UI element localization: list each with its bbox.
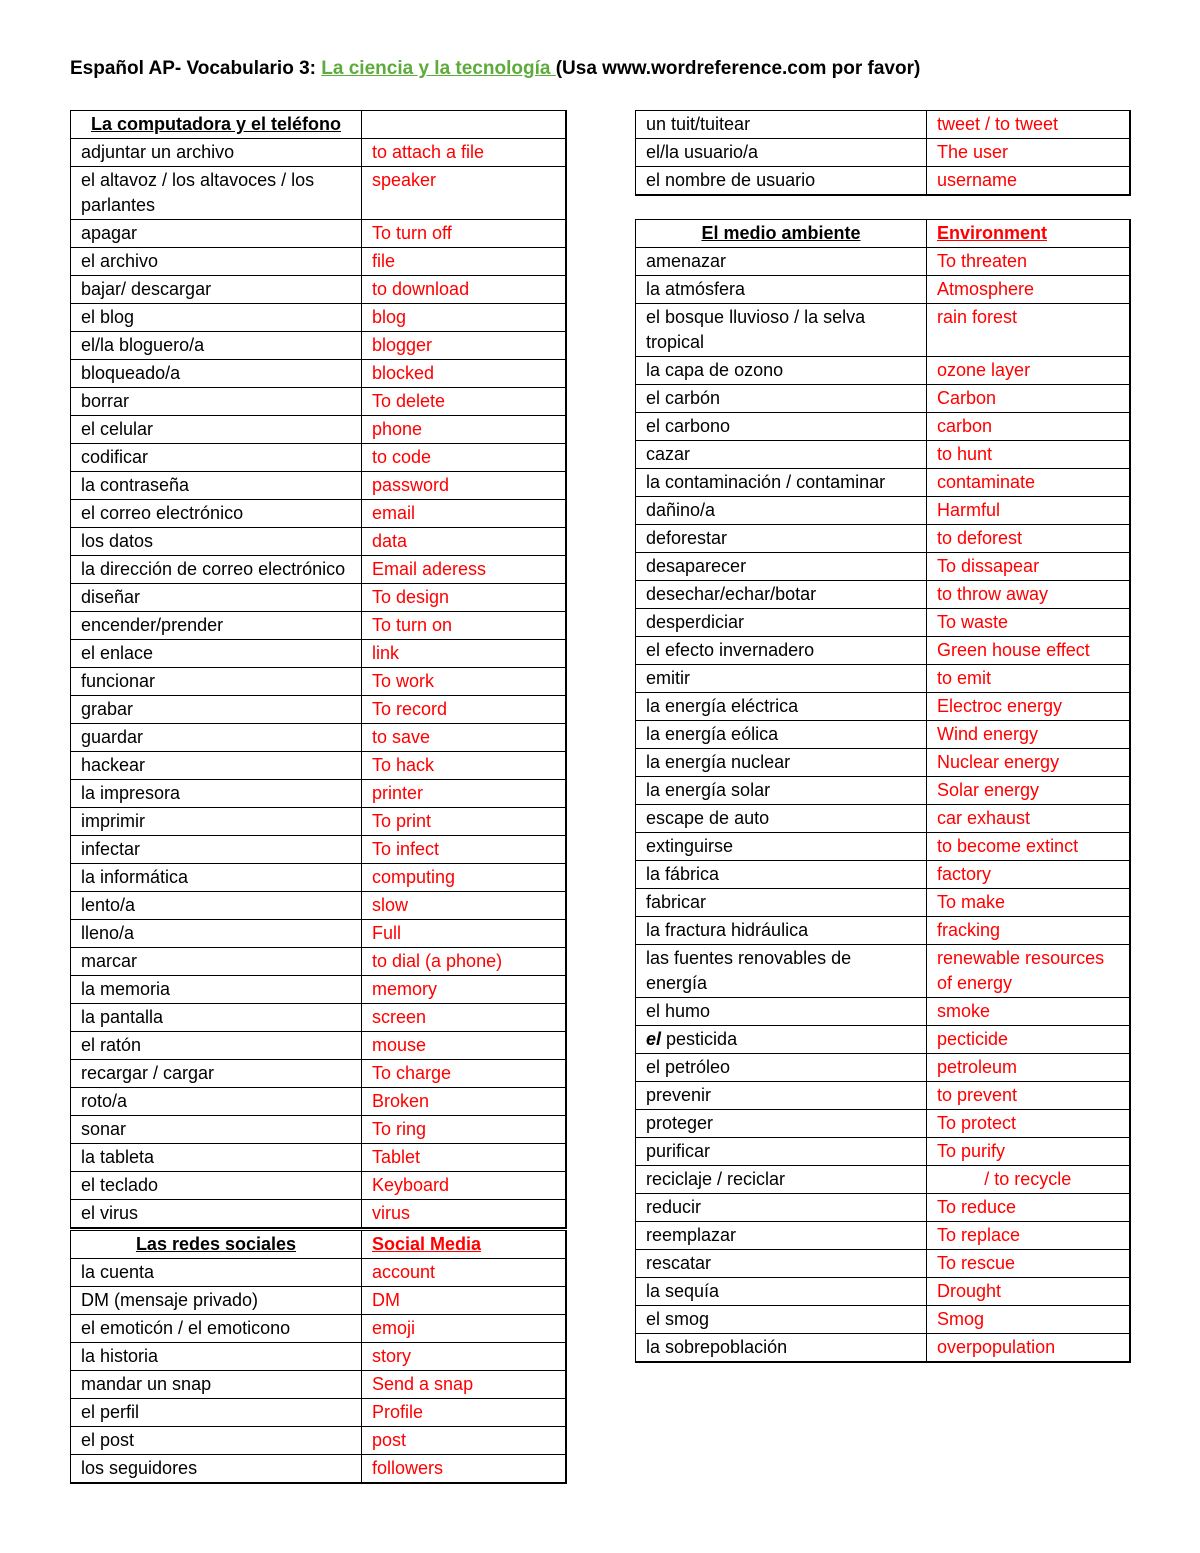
- spanish-term: la energía nuclear: [636, 749, 927, 777]
- spanish-term: lleno/a: [71, 920, 362, 948]
- english-translation: DM: [362, 1287, 566, 1315]
- table-row: [71, 500, 566, 528]
- header-english: Environment: [927, 220, 1130, 248]
- table-row: [71, 1427, 566, 1455]
- table-row: [636, 1026, 1130, 1054]
- spanish-term: apagar: [71, 220, 362, 248]
- table-row: [71, 1455, 566, 1484]
- spanish-term: sonar: [71, 1116, 362, 1144]
- english-translation: Profile: [362, 1399, 566, 1427]
- spanish-term: fabricar: [636, 889, 927, 917]
- spanish-term: roto/a: [71, 1088, 362, 1116]
- english-translation: tweet / to tweet: [927, 111, 1130, 139]
- english-translation: followers: [362, 1455, 566, 1484]
- header-spanish: La computadora y el teléfono: [71, 111, 362, 139]
- english-translation: contaminate: [927, 469, 1130, 497]
- spanish-term: desperdiciar: [636, 609, 927, 637]
- header-spanish: Las redes sociales: [71, 1231, 362, 1259]
- spanish-term: el archivo: [71, 248, 362, 276]
- table-row: [71, 920, 566, 948]
- spanish-term: reemplazar: [636, 1222, 927, 1250]
- spanish-term: el nombre de usuario: [636, 167, 927, 196]
- spanish-term: el carbón: [636, 385, 927, 413]
- spanish-term: lento/a: [71, 892, 362, 920]
- table-row: [636, 749, 1130, 777]
- english-translation: blogger: [362, 332, 566, 360]
- english-translation: account: [362, 1259, 566, 1287]
- table-row: [71, 584, 566, 612]
- english-translation: / to recycle: [927, 1166, 1130, 1194]
- english-translation: To rescue: [927, 1250, 1130, 1278]
- english-translation: slow: [362, 892, 566, 920]
- spanish-term: la tableta: [71, 1144, 362, 1172]
- spanish-term: un tuit/tuitear: [636, 111, 927, 139]
- spanish-term: desechar/echar/botar: [636, 581, 927, 609]
- table-row: [71, 220, 566, 248]
- header-spanish: El medio ambiente: [636, 220, 927, 248]
- english-translation: factory: [927, 861, 1130, 889]
- spanish-term: guardar: [71, 724, 362, 752]
- spanish-term: el efecto invernadero: [636, 637, 927, 665]
- english-translation: to hunt: [927, 441, 1130, 469]
- english-translation: phone: [362, 416, 566, 444]
- header-english: [362, 111, 566, 139]
- spanish-term: la cuenta: [71, 1259, 362, 1287]
- table-row: [636, 1082, 1130, 1110]
- english-translation: To dissapear: [927, 553, 1130, 581]
- english-translation: to download: [362, 276, 566, 304]
- english-translation: To make: [927, 889, 1130, 917]
- spanish-term: los seguidores: [71, 1455, 362, 1484]
- spanish-term: dañino/a: [636, 497, 927, 525]
- english-translation: to code: [362, 444, 566, 472]
- table-row: [636, 139, 1130, 167]
- header-english: Social Media: [362, 1231, 566, 1259]
- english-translation: to prevent: [927, 1082, 1130, 1110]
- spanish-term: encender/prender: [71, 612, 362, 640]
- title-prefix: Español AP- Vocabulario 3:: [70, 58, 322, 79]
- article: el: [646, 1029, 662, 1049]
- table-row: [636, 469, 1130, 497]
- table-row: [636, 497, 1130, 525]
- english-translation: petroleum: [927, 1054, 1130, 1082]
- table-row: [71, 696, 566, 724]
- spanish-term: el teclado: [71, 1172, 362, 1200]
- english-translation: link: [362, 640, 566, 668]
- english-translation: Carbon: [927, 385, 1130, 413]
- english-translation: To delete: [362, 388, 566, 416]
- table-row: [636, 413, 1130, 441]
- table-row: [636, 1306, 1130, 1334]
- table-row: [71, 360, 566, 388]
- table-row: [636, 833, 1130, 861]
- spanish-term: escape de auto: [636, 805, 927, 833]
- spanish-term: el ratón: [71, 1032, 362, 1060]
- spanish-term: imprimir: [71, 808, 362, 836]
- table-row: [71, 444, 566, 472]
- english-translation: Send a snap: [362, 1371, 566, 1399]
- table-row: [71, 1200, 566, 1229]
- spanish-term: recargar / cargar: [71, 1060, 362, 1088]
- spanish-term: marcar: [71, 948, 362, 976]
- table-row: [71, 892, 566, 920]
- spanish-term: la memoria: [71, 976, 362, 1004]
- table-header-row: [71, 111, 566, 139]
- table-row: [636, 385, 1130, 413]
- english-translation: To infect: [362, 836, 566, 864]
- english-translation: virus: [362, 1200, 566, 1229]
- spanish-term: la impresora: [71, 780, 362, 808]
- english-translation: data: [362, 528, 566, 556]
- english-translation: The user: [927, 139, 1130, 167]
- spanish-term: extinguirse: [636, 833, 927, 861]
- english-translation: story: [362, 1343, 566, 1371]
- spanish-term: borrar: [71, 388, 362, 416]
- spanish-term: hackear: [71, 752, 362, 780]
- spanish-term: prevenir: [636, 1082, 927, 1110]
- spanish-term: cazar: [636, 441, 927, 469]
- english-translation: password: [362, 472, 566, 500]
- spanish-term: bajar/ descargar: [71, 276, 362, 304]
- table-row: [71, 808, 566, 836]
- english-translation: To threaten: [927, 248, 1130, 276]
- social-media-vocab-table: [70, 1230, 567, 1484]
- english-translation: to save: [362, 724, 566, 752]
- spanish-term: DM (mensaje privado): [71, 1287, 362, 1315]
- spanish-term: el correo electrónico: [71, 500, 362, 528]
- english-translation: Full: [362, 920, 566, 948]
- table-row: [71, 248, 566, 276]
- spanish-term: el altavoz / los altavoces / los parlantes: [71, 167, 362, 220]
- table-row: [71, 139, 566, 167]
- spanish-term: diseñar: [71, 584, 362, 612]
- english-translation: overpopulation: [927, 1334, 1130, 1363]
- spanish-term: codificar: [71, 444, 362, 472]
- page-title: [70, 58, 920, 80]
- spanish-term: grabar: [71, 696, 362, 724]
- english-translation: Broken: [362, 1088, 566, 1116]
- table-row: [636, 581, 1130, 609]
- table-row: [636, 917, 1130, 945]
- table-row: [71, 836, 566, 864]
- spanish-term: emitir: [636, 665, 927, 693]
- table-row: [636, 553, 1130, 581]
- table-row: [636, 998, 1130, 1026]
- spanish-term: la fractura hidráulica: [636, 917, 927, 945]
- english-translation: Atmosphere: [927, 276, 1130, 304]
- table-row: [636, 525, 1130, 553]
- english-translation: username: [927, 167, 1130, 196]
- spanish-term: el carbono: [636, 413, 927, 441]
- english-translation: To purify: [927, 1138, 1130, 1166]
- spanish-term: el petróleo: [636, 1054, 927, 1082]
- spanish-term: el post: [71, 1427, 362, 1455]
- spanish-term: [636, 1026, 927, 1054]
- environment-vocab-table: [635, 219, 1131, 1363]
- spanish-term: la contaminación / contaminar: [636, 469, 927, 497]
- spanish-term: la atmósfera: [636, 276, 927, 304]
- spanish-term: la historia: [71, 1343, 362, 1371]
- english-translation: To reduce: [927, 1194, 1130, 1222]
- table-row: [71, 276, 566, 304]
- spanish-term: la capa de ozono: [636, 357, 927, 385]
- spanish-term: la pantalla: [71, 1004, 362, 1032]
- spanish-term: rescatar: [636, 1250, 927, 1278]
- spanish-term: los datos: [71, 528, 362, 556]
- english-translation: printer: [362, 780, 566, 808]
- spanish-term: bloqueado/a: [71, 360, 362, 388]
- english-translation: To ring: [362, 1116, 566, 1144]
- english-translation: To record: [362, 696, 566, 724]
- spanish-term: proteger: [636, 1110, 927, 1138]
- english-translation: post: [362, 1427, 566, 1455]
- table-row: [71, 472, 566, 500]
- spanish-term: la dirección de correo electrónico: [71, 556, 362, 584]
- table-row: [71, 1116, 566, 1144]
- table-row: [71, 416, 566, 444]
- table-row: [71, 1172, 566, 1200]
- spanish-term: el blog: [71, 304, 362, 332]
- table-row: [71, 976, 566, 1004]
- english-translation: car exhaust: [927, 805, 1130, 833]
- table-row: [71, 864, 566, 892]
- english-translation: To waste: [927, 609, 1130, 637]
- english-translation: screen: [362, 1004, 566, 1032]
- english-translation: to deforest: [927, 525, 1130, 553]
- spanish-term: el perfil: [71, 1399, 362, 1427]
- table-row: [71, 1399, 566, 1427]
- table-row: [636, 945, 1130, 998]
- spanish-term: funcionar: [71, 668, 362, 696]
- spanish-term: amenazar: [636, 248, 927, 276]
- english-translation: To work: [362, 668, 566, 696]
- english-translation: Solar energy: [927, 777, 1130, 805]
- english-translation: Smog: [927, 1306, 1130, 1334]
- english-translation: email: [362, 500, 566, 528]
- english-translation: emoji: [362, 1315, 566, 1343]
- spanish-term: la fábrica: [636, 861, 927, 889]
- table-row: [71, 640, 566, 668]
- table-row: [71, 1259, 566, 1287]
- table-row: [636, 805, 1130, 833]
- table-row: [636, 1250, 1130, 1278]
- spanish-term: el emoticón / el emoticono: [71, 1315, 362, 1343]
- table-row: [636, 1054, 1130, 1082]
- table-row: [636, 248, 1130, 276]
- english-translation: mouse: [362, 1032, 566, 1060]
- table-row: [71, 948, 566, 976]
- social-media-continued-table: [635, 110, 1131, 196]
- spanish-term: la energía eléctrica: [636, 693, 927, 721]
- english-translation: Harmful: [927, 497, 1130, 525]
- english-translation: carbon: [927, 413, 1130, 441]
- table-row: [636, 357, 1130, 385]
- spanish-term: purificar: [636, 1138, 927, 1166]
- table-row: [636, 637, 1130, 665]
- english-translation: computing: [362, 864, 566, 892]
- title-topic: La ciencia y la tecnología: [321, 58, 556, 79]
- english-translation: fracking: [927, 917, 1130, 945]
- table-row: [71, 780, 566, 808]
- english-translation: blog: [362, 304, 566, 332]
- table-row: [636, 693, 1130, 721]
- spanish-term: el enlace: [71, 640, 362, 668]
- english-translation: To turn on: [362, 612, 566, 640]
- table-row: [636, 1222, 1130, 1250]
- spanish-term: las fuentes renovables de energía: [636, 945, 927, 998]
- table-row: [71, 1287, 566, 1315]
- english-translation: rain forest: [927, 304, 1130, 357]
- spanish-term: la energía eólica: [636, 721, 927, 749]
- english-translation: to become extinct: [927, 833, 1130, 861]
- english-translation: To hack: [362, 752, 566, 780]
- english-translation: smoke: [927, 998, 1130, 1026]
- table-row: [636, 665, 1130, 693]
- table-row: [636, 861, 1130, 889]
- spanish-term: reducir: [636, 1194, 927, 1222]
- table-row: [636, 889, 1130, 917]
- spanish-term: desaparecer: [636, 553, 927, 581]
- english-translation: memory: [362, 976, 566, 1004]
- table-row: [71, 1144, 566, 1172]
- english-translation: To replace: [927, 1222, 1130, 1250]
- spanish-term: el/la bloguero/a: [71, 332, 362, 360]
- spanish-term: la sequía: [636, 1278, 927, 1306]
- table-row: [71, 1315, 566, 1343]
- table-row: [71, 724, 566, 752]
- english-translation: To protect: [927, 1110, 1130, 1138]
- english-translation: to throw away: [927, 581, 1130, 609]
- table-row: [71, 668, 566, 696]
- table-row: [636, 1278, 1130, 1306]
- table-row: [71, 1032, 566, 1060]
- spanish-term: adjuntar un archivo: [71, 139, 362, 167]
- english-translation: To print: [362, 808, 566, 836]
- table-row: [71, 167, 566, 220]
- english-translation: speaker: [362, 167, 566, 220]
- spanish-term: el virus: [71, 1200, 362, 1229]
- table-row: [71, 304, 566, 332]
- table-row: [71, 388, 566, 416]
- table-row: [71, 1060, 566, 1088]
- table-row: [636, 304, 1130, 357]
- spanish-term: deforestar: [636, 525, 927, 553]
- spanish-term: la informática: [71, 864, 362, 892]
- spanish-term: la sobrepoblación: [636, 1334, 927, 1363]
- english-translation: blocked: [362, 360, 566, 388]
- table-row: [636, 111, 1130, 139]
- computer-vocab-table: [70, 110, 567, 1229]
- spanish-term: el smog: [636, 1306, 927, 1334]
- table-row: [636, 1166, 1130, 1194]
- spanish-term: el bosque lluvioso / la selva tropical: [636, 304, 927, 357]
- table-row: [636, 1334, 1130, 1363]
- table-row: [71, 612, 566, 640]
- title-suffix: (Usa www.wordreference.com por favor): [555, 58, 921, 79]
- table-row: [636, 1194, 1130, 1222]
- english-translation: to emit: [927, 665, 1130, 693]
- english-translation: to dial (a phone): [362, 948, 566, 976]
- table-row: [71, 1343, 566, 1371]
- table-row: [636, 276, 1130, 304]
- spanish-term: el/la usuario/a: [636, 139, 927, 167]
- english-translation: to attach a file: [362, 139, 566, 167]
- spanish-term: el humo: [636, 998, 927, 1026]
- spanish-term: el celular: [71, 416, 362, 444]
- spanish-term: la energía solar: [636, 777, 927, 805]
- spanish-term: la contraseña: [71, 472, 362, 500]
- english-translation: Drought: [927, 1278, 1130, 1306]
- table-header-row: [71, 1231, 566, 1259]
- table-row: [636, 721, 1130, 749]
- english-translation: Keyboard: [362, 1172, 566, 1200]
- english-translation: To charge: [362, 1060, 566, 1088]
- table-row: [636, 777, 1130, 805]
- english-translation: To turn off: [362, 220, 566, 248]
- english-translation: file: [362, 248, 566, 276]
- spanish-term: mandar un snap: [71, 1371, 362, 1399]
- english-translation: To design: [362, 584, 566, 612]
- english-translation: pecticide: [927, 1026, 1130, 1054]
- table-row: [71, 1088, 566, 1116]
- table-header-row: [636, 220, 1130, 248]
- english-translation: Email aderess: [362, 556, 566, 584]
- table-row: [71, 1004, 566, 1032]
- table-row: [71, 528, 566, 556]
- spanish-term: infectar: [71, 836, 362, 864]
- english-translation: renewable resources of energy: [927, 945, 1130, 998]
- table-row: [636, 441, 1130, 469]
- spanish-word: pesticida: [666, 1029, 738, 1049]
- english-translation: Tablet: [362, 1144, 566, 1172]
- english-translation: Green house effect: [927, 637, 1130, 665]
- table-row: [71, 1371, 566, 1399]
- spanish-term: reciclaje / reciclar: [636, 1166, 927, 1194]
- english-translation: Wind energy: [927, 721, 1130, 749]
- english-translation: Electroc energy: [927, 693, 1130, 721]
- table-row: [636, 609, 1130, 637]
- english-translation: Nuclear energy: [927, 749, 1130, 777]
- table-row: [71, 752, 566, 780]
- table-row: [71, 332, 566, 360]
- table-row: [636, 167, 1130, 196]
- table-row: [636, 1110, 1130, 1138]
- english-translation: ozone layer: [927, 357, 1130, 385]
- table-row: [636, 1138, 1130, 1166]
- table-row: [71, 556, 566, 584]
